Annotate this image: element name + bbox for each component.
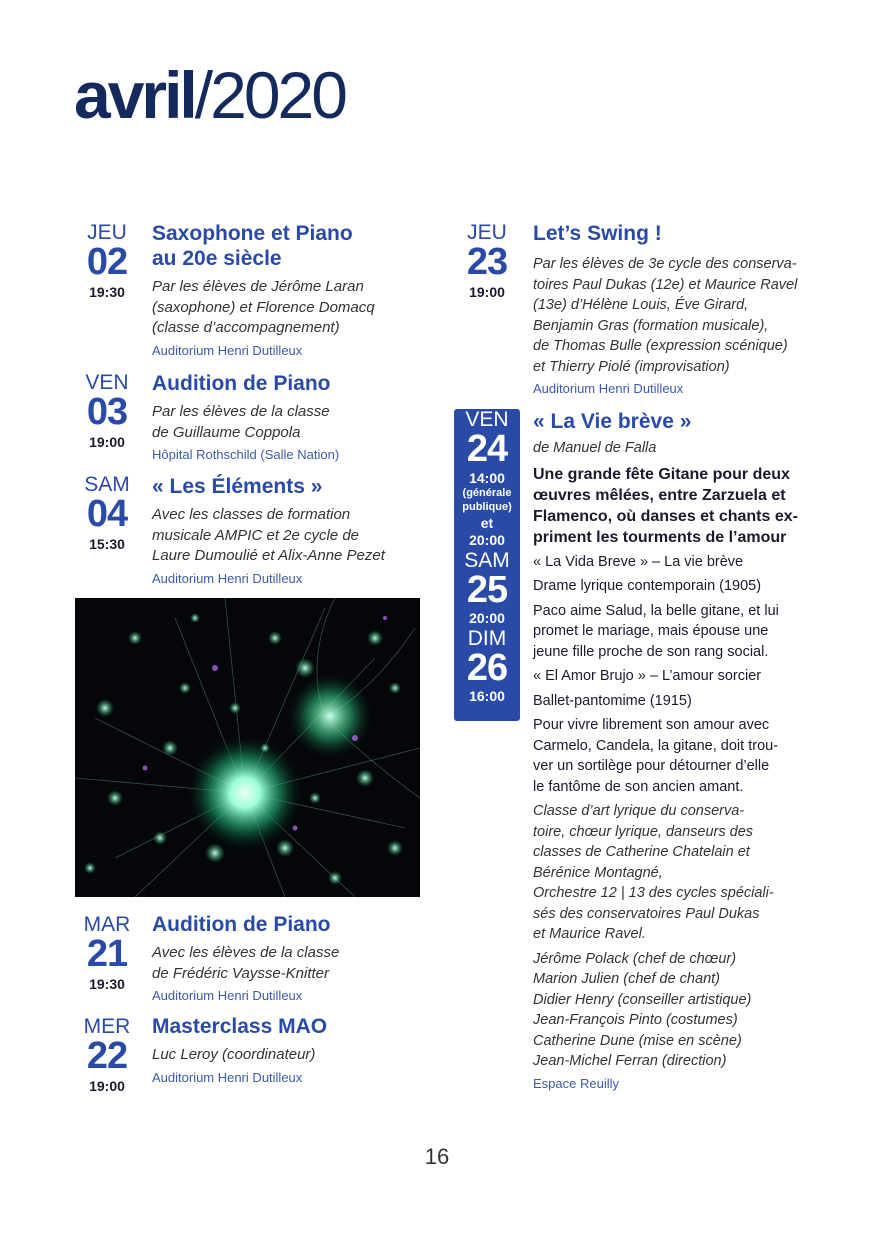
event-body-02 <box>152 221 420 360</box>
desc-line: de Frédéric Vaysse-Knitter <box>152 964 330 982</box>
desc-line: toire, chœur lyrique, danseurs des <box>533 823 754 840</box>
desc-line: (13e) d’Hélène Louis, Éve Girard, <box>533 297 749 313</box>
intro-line: priment les tourments de l’amour <box>533 528 787 546</box>
day-number: 03 <box>86 391 128 433</box>
event-description <box>152 505 420 567</box>
event-body-22 <box>152 1014 420 1087</box>
event-conjunction: et <box>480 515 494 531</box>
desc-line: classes de Catherine Chatelain et <box>533 844 750 860</box>
event-title-line2: au 20e siècle <box>152 247 282 270</box>
event-description <box>152 402 420 443</box>
part1-genre: Drame lyrique contemporain (1905) <box>533 578 762 594</box>
desc-line: ver un sortilège pour détourner d’elle <box>533 758 770 774</box>
event-body-04 <box>152 474 420 588</box>
desc-line: Luc Leroy (coordinateur) <box>152 1046 316 1063</box>
part2-genre: Ballet-pantomime (1915) <box>533 692 692 709</box>
event-venue: Auditorium Henri Dutilleux <box>152 988 303 1003</box>
desc-line: Par les élèves de Jérôme Laran <box>152 278 364 295</box>
desc-line: de Guillaume Coppola <box>152 423 301 441</box>
event-note: (générale <box>462 487 512 499</box>
desc-line: Classe d’art lyrique du conserva- <box>533 803 745 819</box>
day-of-week: JEU <box>87 221 127 244</box>
event-time: 19:00 <box>89 1078 125 1094</box>
day-of-week: SAM <box>84 473 130 496</box>
day-number: 23 <box>466 241 508 283</box>
event-venue: Auditorium Henri Dutilleux <box>152 1069 303 1085</box>
event-title: Let’s Swing ! <box>533 222 662 245</box>
desc-line: le fantôme de son ancien amant. <box>533 778 744 795</box>
desc-line: (saxophone) et Florence Domacq <box>152 298 375 316</box>
event-dates-box <box>454 409 520 721</box>
event-title: « Les Éléments » <box>152 475 323 498</box>
event-venue: Auditorium Henri Dutilleux <box>152 342 303 358</box>
event-title: Audition de Piano <box>152 913 331 936</box>
desc-line: (classe d’accompagnement) <box>152 319 340 336</box>
part1-description <box>533 601 805 663</box>
event-venue: Auditorium Henri Dutilleux <box>152 570 303 586</box>
event-subtitle: de Manuel de Falla <box>533 440 657 456</box>
event-time: 14:00 <box>469 470 505 486</box>
event-time: 19:00 <box>469 284 505 300</box>
part2-title: « El Amor Brujo » – L’amour sorcier <box>533 668 762 684</box>
day-of-week: VEN <box>85 371 129 394</box>
event-date-23 <box>454 222 520 300</box>
desc-line: de Thomas Bulle (expression scénique) <box>533 338 788 354</box>
event-description <box>152 1045 420 1066</box>
day-number: 04 <box>86 493 128 535</box>
desc-line: jeune fille proche de son rang social. <box>533 643 769 660</box>
title-separator: / <box>194 58 211 132</box>
intro-line: Une grande fête Gitane pour deux <box>533 465 790 483</box>
day-of-week: MAR <box>83 913 131 936</box>
event-time: 20:00 <box>469 532 505 548</box>
title-year: 2020 <box>210 58 345 132</box>
fireworks-image <box>75 598 420 897</box>
desc-line: Benjamin Gras (formation musicale), <box>533 317 769 334</box>
page-number: 16 <box>424 1144 450 1169</box>
event-time: 16:00 <box>469 688 505 704</box>
desc-line: Avec les classes de formation <box>152 506 351 523</box>
event-date-02 <box>74 222 140 300</box>
event-date-22 <box>74 1016 140 1094</box>
event-description <box>533 254 803 377</box>
intro-line: œuvres mêlées, entre Zarzuela et <box>533 486 786 504</box>
event-title: « La Vie brève » <box>533 410 692 433</box>
desc-line: musicale AMPIC et 2e cycle de <box>152 526 360 544</box>
event-venue: Espace Reuilly <box>533 1075 619 1091</box>
day-number: 26 <box>466 647 508 689</box>
credits <box>533 949 805 1072</box>
event-body-23 <box>533 221 803 398</box>
desc-line: Didier Henry (conseiller artistique) <box>533 991 752 1008</box>
desc-line: Marion Julien (chef de chant) <box>533 971 720 987</box>
day-of-week: VEN <box>465 408 509 431</box>
event-title: Audition de Piano <box>152 372 331 395</box>
event-date-21 <box>74 914 140 992</box>
event-note: publique) <box>462 501 512 513</box>
desc-line: Laure Dumoulié et Alix-Anne Pezet <box>152 547 385 564</box>
event-body-21 <box>152 912 420 1005</box>
part2-description <box>533 715 805 797</box>
day-number: 02 <box>86 241 128 283</box>
desc-line: Catherine Dune (mise en scène) <box>533 1032 742 1049</box>
desc-line: toires Paul Dukas (12e) et Maurice Ravel <box>533 276 798 293</box>
light-burst-illustration <box>75 598 420 897</box>
event-body-03 <box>152 371 420 464</box>
desc-line: Paco aime Salud, la belle gitane, et lui <box>533 602 779 619</box>
desc-line: Avec les élèves de la classe <box>152 944 340 961</box>
desc-line: Bérénice Montagné, <box>533 864 663 881</box>
day-of-week: JEU <box>467 221 507 244</box>
event-time: 20:00 <box>469 610 505 626</box>
day-number: 25 <box>466 569 508 611</box>
event-time: 19:00 <box>89 434 125 450</box>
intro-line: Flamenco, où danses et chants ex- <box>533 507 798 525</box>
desc-line: sés des conservatoires Paul Dukas <box>533 905 760 922</box>
day-number: 21 <box>86 933 128 975</box>
event-description <box>152 943 420 984</box>
event-body-la-vie-breve <box>533 409 805 1093</box>
day-of-week: DIM <box>467 627 507 650</box>
desc-line: Jean-Michel Ferran (direction) <box>533 1053 727 1069</box>
event-intro <box>533 464 805 548</box>
desc-line: promet le mariage, mais épouse une <box>533 623 769 639</box>
event-date-04 <box>74 474 140 552</box>
event-title: Masterclass MAO <box>152 1015 328 1038</box>
event-time: 15:30 <box>89 536 125 552</box>
desc-line: Jérôme Polack (chef de chœur) <box>533 950 737 967</box>
desc-line: Jean-François Pinto (costumes) <box>533 1012 738 1028</box>
title-month: avril <box>74 58 195 132</box>
desc-line: Par les élèves de 3e cycle des conserva- <box>533 256 797 272</box>
day-number: 22 <box>86 1035 128 1077</box>
day-of-week: SAM <box>464 549 510 572</box>
desc-line: Orchestre 12 | 13 des cycles spéciali- <box>533 885 774 901</box>
desc-line: et Thierry Piolé (improvisation) <box>533 358 730 375</box>
desc-line: Pour vivre librement son amour avec <box>533 717 770 733</box>
part1-title: « La Vida Breve » – La vie brève <box>533 553 744 570</box>
desc-line: Par les élèves de la classe <box>152 403 330 420</box>
event-venue: Auditorium Henri Dutilleux <box>533 381 684 396</box>
event-venue: Hôpital Rothschild (Salle Nation) <box>152 447 340 462</box>
desc-line: et Maurice Ravel. <box>533 926 646 942</box>
event-title: Saxophone et Piano <box>152 222 353 245</box>
event-time: 19:30 <box>89 976 125 992</box>
performers <box>533 801 805 945</box>
event-time: 19:30 <box>89 284 125 300</box>
event-description <box>152 277 420 339</box>
event-date-03 <box>74 372 140 450</box>
desc-line: Carmelo, Candela, la gitane, doit trou- <box>533 737 779 754</box>
day-of-week: MER <box>83 1015 131 1038</box>
page-title <box>74 58 345 132</box>
day-number: 24 <box>466 428 508 470</box>
